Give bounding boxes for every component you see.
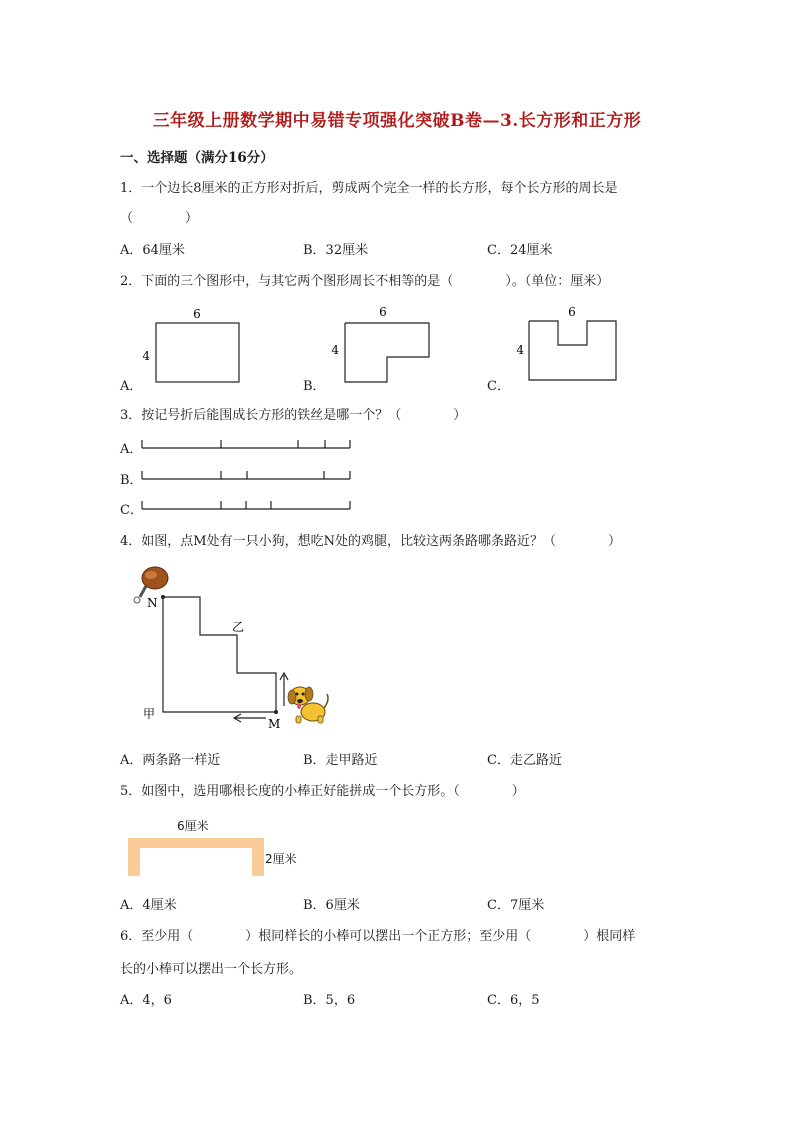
question-3-option-c[interactable]: C．	[120, 503, 143, 518]
question-6-line-1: 6．至少用（ ）根同样长的小棒可以摆出一个正方形；至少用（ ）根同样	[120, 929, 636, 944]
question-6-line-2: 长的小棒可以摆出一个长方形。	[120, 962, 303, 977]
stick-left	[128, 848, 140, 876]
stick-top	[128, 838, 264, 848]
question-6-option-c[interactable]: C．6，5	[487, 993, 540, 1008]
point-m	[274, 710, 278, 714]
path-jia	[163, 597, 276, 712]
question-1-option-b[interactable]: B．32厘米	[303, 243, 369, 258]
question-2-text: 2．下面的三个图形中，与其它两个图形周长不相等的是（ ）。（单位：厘米）	[120, 274, 610, 289]
question-2-option-c[interactable]: C．	[487, 379, 510, 394]
figure-c-top-label: 6	[568, 305, 576, 319]
page-title: 三年级上册数学期中易错专项强化突破B卷—3.长方形和正方形	[152, 111, 642, 131]
question-1-option-c[interactable]: C．24厘米	[487, 243, 553, 258]
question-3-option-a[interactable]: A．	[120, 442, 143, 457]
question-4-option-a[interactable]: A．两条路一样近	[120, 753, 221, 768]
figure-b-top-label: 6	[379, 305, 387, 319]
question-1-blank: （ ）	[120, 211, 199, 226]
question-2-option-b[interactable]: B．	[303, 379, 326, 394]
question-4-text: 4．如图，点M处有一只小狗，想吃N处的鸡腿，比较这两条路哪条路近？（ ）	[120, 534, 621, 549]
figure-c-side-label: 4	[516, 343, 524, 357]
section-heading: 一、选择题（满分16分）	[120, 150, 274, 166]
question-5-text: 5．如图中，选用哪根长度的小棒正好能拼成一个长方形。（ ）	[120, 784, 525, 799]
question-5-option-b[interactable]: B．6厘米	[303, 898, 360, 913]
point-n	[161, 595, 165, 599]
question-3-text: 3．按记号折后能围成长方形的铁丝是哪一个？（ ）	[120, 408, 467, 423]
figure-b-side-label: 4	[331, 343, 339, 357]
question-5-option-a[interactable]: A．4厘米	[120, 898, 177, 913]
stick-right	[252, 848, 264, 876]
label-jia: 甲	[143, 707, 156, 721]
label-yi: 乙	[232, 620, 245, 634]
label-n: N	[147, 596, 158, 610]
dog-icon	[288, 687, 328, 723]
path-yi	[163, 597, 276, 712]
question-1-option-a[interactable]: A．64厘米	[120, 243, 185, 258]
question-4-option-c[interactable]: C．走乙路近	[487, 753, 562, 768]
question-5-option-c[interactable]: C．7厘米	[487, 898, 545, 913]
figure-a-top-label: 6	[193, 307, 201, 321]
label-m: M	[268, 717, 281, 731]
question-6-option-b[interactable]: B．5，6	[303, 993, 356, 1008]
stick-top-label: 6厘米	[177, 819, 209, 833]
question-1-text: 1．一个边长8厘米的正方形对折后，剪成两个完全一样的长方形，每个长方形的周长是	[120, 181, 618, 196]
figure-a-side-label: 4	[142, 349, 150, 363]
stick-side-label: 2厘米	[265, 852, 297, 866]
question-4-option-b[interactable]: B．走甲路近	[303, 753, 378, 768]
question-2-option-a[interactable]: A．	[120, 379, 143, 394]
question-3-option-b[interactable]: B．	[120, 473, 143, 488]
question-6-option-a[interactable]: A．4，6	[120, 993, 172, 1008]
